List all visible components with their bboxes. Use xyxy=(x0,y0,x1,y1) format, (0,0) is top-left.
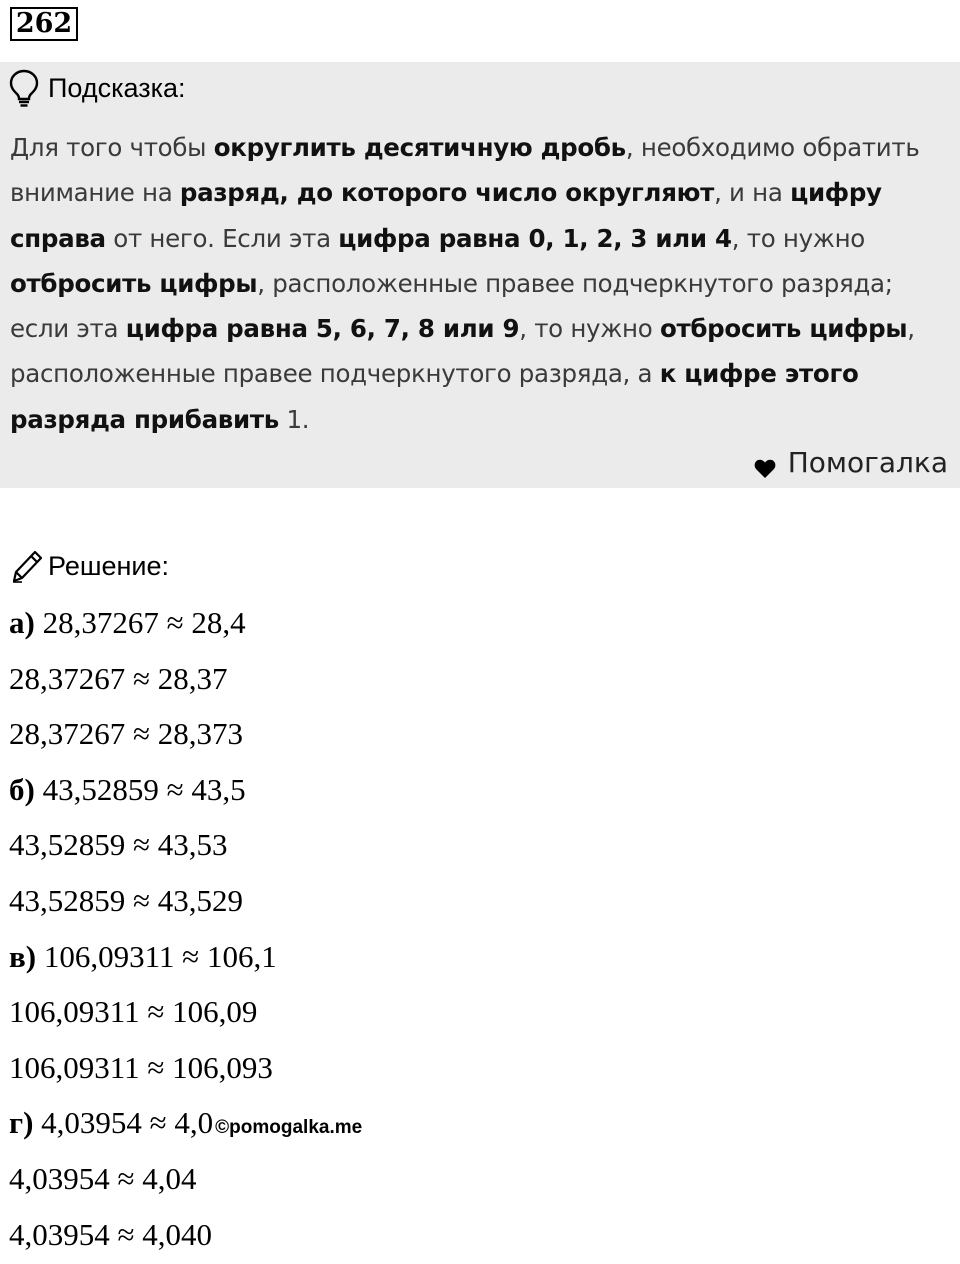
solution-expression: 4,03954 ≈ 4,040 xyxy=(9,1216,213,1252)
solution-expression: 4,03954 ≈ 4,0 xyxy=(41,1105,214,1141)
part-label: а) xyxy=(9,605,43,640)
hint-segment: Для того чтобы xyxy=(10,133,214,162)
heart-icon xyxy=(754,453,776,473)
solution-line xyxy=(9,1103,362,1148)
hint-segment: , необходимо обратить внимание на xyxy=(10,133,920,208)
solution-expression: 4,03954 ≈ 4,04 xyxy=(9,1161,197,1196)
hint-bold-segment: разряд, до которого число округляют xyxy=(179,178,715,208)
hint-segment: , расположенные правее подчеркнутого разряда; если эта xyxy=(10,268,893,344)
hint-bold-segment: отбросить цифры xyxy=(659,314,908,344)
hint-segment: , и на xyxy=(714,178,791,208)
solution-line xyxy=(9,825,228,865)
solution-expression: 28,37267 ≈ 28,4 xyxy=(42,605,246,640)
solution-line xyxy=(9,1048,273,1088)
solution-expression: 43,52859 ≈ 43,5 xyxy=(42,771,246,807)
hint-title: Подсказка: xyxy=(48,72,186,103)
hint-bold-segment: цифра равна 5, 6, 7, 8 или 9 xyxy=(125,314,520,344)
solution-expression: 43,52859 ≈ 43,53 xyxy=(9,827,228,863)
lightbulb-icon xyxy=(8,68,40,108)
solution-line xyxy=(9,603,246,643)
solution-expression: 28,37267 ≈ 28,37 xyxy=(9,660,228,696)
hint-text xyxy=(10,125,940,442)
hint-bold-segment: отбросить цифры xyxy=(10,268,258,298)
solution-expression: 106,09311 ≈ 106,093 xyxy=(9,1049,273,1085)
brand-label: Помогалка xyxy=(787,446,948,479)
task-number: 262 xyxy=(10,7,78,41)
brand xyxy=(754,446,948,479)
solution-line xyxy=(9,659,228,699)
solution-line xyxy=(9,714,243,754)
hint-segment: , то нужно xyxy=(519,314,660,344)
solution-line xyxy=(9,770,246,810)
solution-line xyxy=(9,1159,197,1199)
watermark: ©pomogalka.me xyxy=(215,1117,363,1139)
solution-expression: 106,09311 ≈ 106,09 xyxy=(9,994,258,1030)
part-label: г) xyxy=(9,1105,42,1141)
part-label: в) xyxy=(9,938,44,974)
hint-header xyxy=(8,66,186,110)
solution-header xyxy=(10,544,169,588)
solution-line xyxy=(9,992,257,1032)
solution-expression: 43,52859 ≈ 43,529 xyxy=(9,883,244,918)
solution-expression: 106,09311 ≈ 106,1 xyxy=(43,938,277,974)
hint-segment: , расположенные правее подчеркнутого разряда, а xyxy=(10,314,915,389)
solution-line xyxy=(9,1215,212,1255)
hint-box xyxy=(0,62,960,488)
hint-bold-segment: цифра равна 0, 1, 2, 3 или 4 xyxy=(338,223,732,253)
hint-bold-segment: округлить десятичную дробь xyxy=(213,133,626,162)
pencil-icon xyxy=(10,548,44,584)
solution-line xyxy=(9,937,277,977)
hint-bold-segment: цифру справа xyxy=(10,178,882,253)
solution-title: Решение: xyxy=(48,550,170,581)
hint-segment: 1. xyxy=(278,404,310,434)
hint-bold-segment: к цифре этого разряда прибавить xyxy=(10,359,859,434)
solution-line xyxy=(9,881,243,921)
hint-segment: , то нужно xyxy=(731,223,865,253)
hint-segment: от него. Если эта xyxy=(105,223,339,253)
solution-expression: 28,37267 ≈ 28,373 xyxy=(9,716,244,752)
part-label: б) xyxy=(9,771,43,807)
